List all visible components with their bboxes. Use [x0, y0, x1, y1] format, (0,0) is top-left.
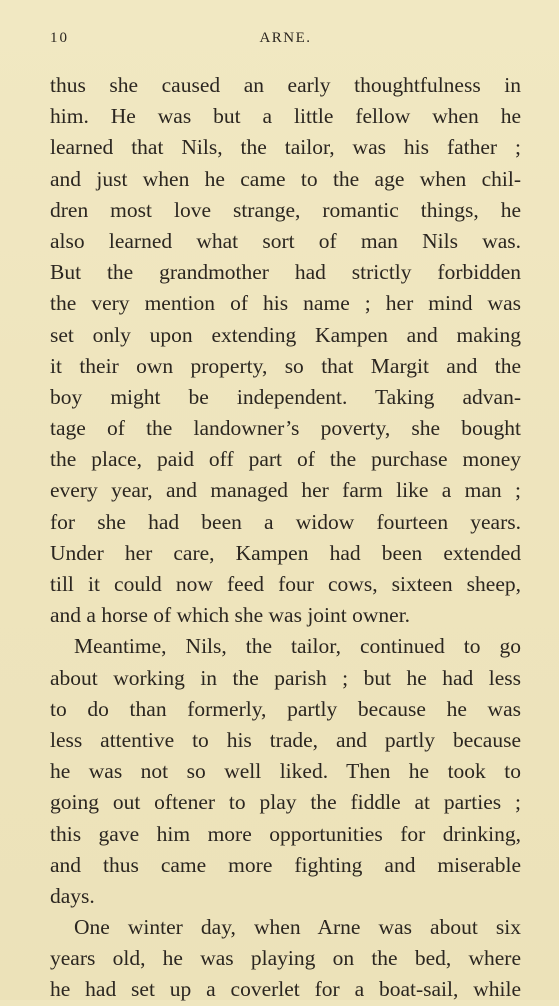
text-line: But the grandmother had strictly forbidden: [50, 260, 521, 285]
text-line: days.: [50, 883, 95, 908]
text-line: learned that Nils, the tailor, was his father ;: [50, 135, 521, 160]
text-line: thus she caused an early thoughtfulness in: [50, 73, 521, 97]
text-line: Meantime, Nils, the tailor, continued to go: [74, 634, 521, 659]
text-line: he was not so well liked. Then he took to: [50, 759, 521, 784]
text-line: less attentive to his trade, and partly because: [50, 727, 521, 752]
text-line: he had set up a coverlet for a boat-sail, while: [50, 977, 521, 1002]
body-text: [50, 70, 521, 1006]
page-header: [50, 30, 521, 54]
text-line: and just when he came to the age when chil-: [50, 166, 521, 191]
text-line: for she had been a widow fourteen years.: [50, 509, 521, 534]
text-line: it their own property, so that Margit and the: [50, 353, 521, 378]
running-head: ARNE.: [259, 30, 312, 46]
page-number: 10: [50, 30, 69, 46]
text-line: One winter day, when Arne was about six: [74, 915, 521, 940]
text-line: also learned what sort of man Nils was.: [50, 228, 521, 253]
text-line: dren most love strange, romantic things, he: [50, 197, 521, 222]
text-line: Under her care, Kampen had been extended: [50, 540, 521, 565]
text-line: boy might be independent. Taking advan-: [50, 384, 521, 409]
text-line: and a horse of which she was joint owner.: [50, 603, 411, 628]
text-line: and thus came more fighting and miserable: [50, 852, 521, 877]
text-line: the very mention of his name ; her mind was: [50, 291, 521, 316]
text-line: about working in the parish ; but he had less: [50, 665, 521, 690]
text-line: this gave him more opportunities for drinking,: [50, 821, 521, 846]
text-line: going out oftener to play the fiddle at parties ;: [50, 790, 521, 815]
text-line: tage of the landowner’s poverty, she bought: [50, 416, 521, 441]
text-line: years old, he was playing on the bed, where: [50, 946, 521, 971]
text-line: every year, and managed her farm like a man ;: [50, 478, 521, 503]
text-line: set only upon extending Kampen and making: [50, 322, 521, 347]
text-line: to do than formerly, partly because he was: [50, 696, 521, 721]
text-line: him. He was but a little fellow when he: [50, 104, 521, 129]
text-line: till it could now feed four cows, sixteen sheep,: [50, 572, 521, 596]
text-line: the place, paid off part of the purchase money: [50, 447, 521, 472]
